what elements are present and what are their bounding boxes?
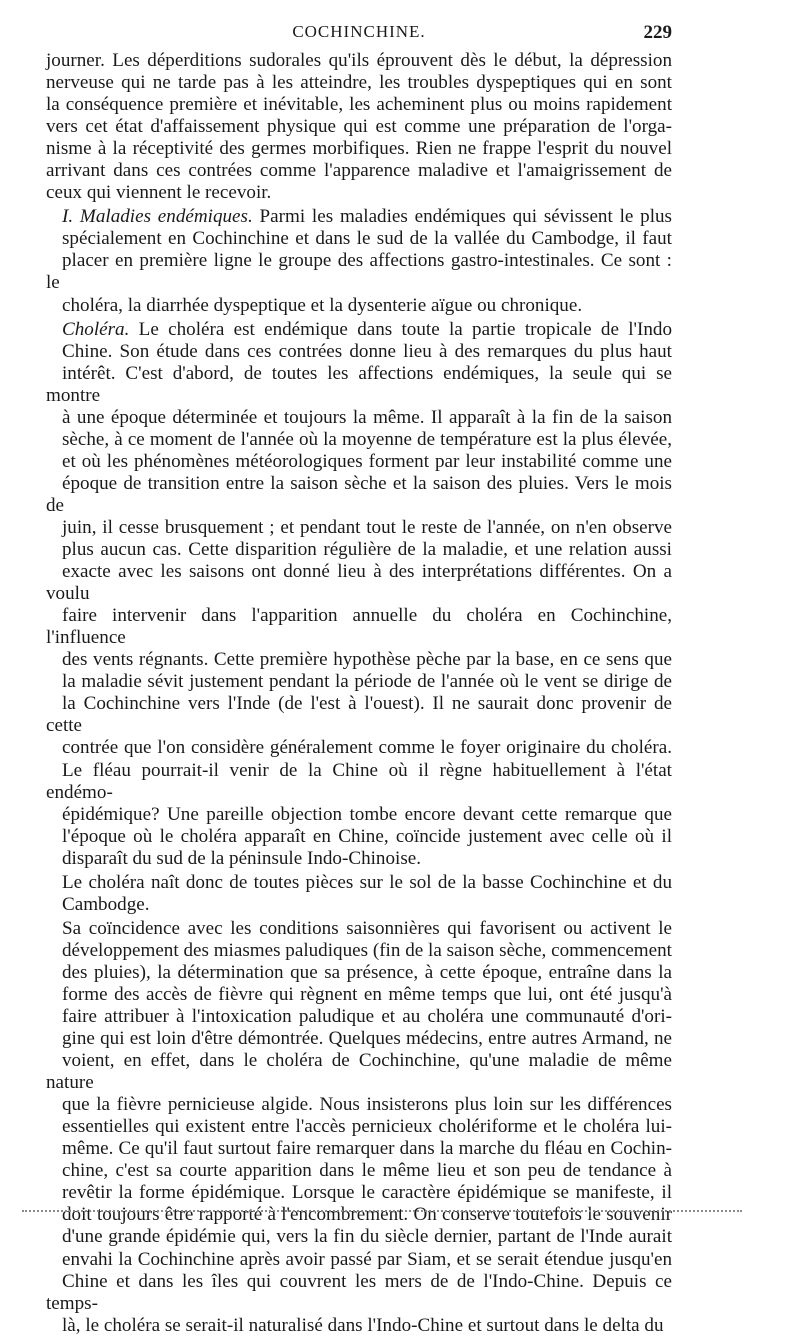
body-text xyxy=(46,50,672,1337)
text-line: gine qui est loin d'être démontrée. Quelques médecins, entre autres Armand, ne xyxy=(62,1028,672,1050)
text-line: disparaît du sud de la péninsule Indo-Chinoise. xyxy=(62,847,422,869)
running-header xyxy=(46,20,672,48)
text-line: revêtir la forme épidémique. Lorsque le caractère épidémique se manifeste, il xyxy=(62,1182,672,1204)
text-line: forme des accès de fièvre qui règnent en même temps que lui, ont été jusqu'à xyxy=(62,983,672,1005)
text-line: Sa coïncidence avec les conditions saisonnières qui favorisent ou activent le xyxy=(62,917,672,939)
text-line: voient, en effet, dans le choléra de Cochinchine, qu'une maladie de même nature xyxy=(46,1050,672,1094)
text-line: exacte avec les saisons ont donné lieu à des interprétations différentes. On a voulu xyxy=(46,561,672,605)
text-line: époque de transition entre la saison sèche et la saison des pluies. Vers le mois de xyxy=(46,472,672,516)
text-line: des vents régnants. Cette première hypothèse pèche par la base, en ce sens que xyxy=(62,649,672,671)
text-line: Le fléau pourrait-il venir de la Chine où il règne habituellement à l'état endémo- xyxy=(46,759,672,803)
text-line: Chine et dans les îles qui couvrent les mers de de l'Indo-Chine. Depuis ce temps- xyxy=(46,1270,672,1314)
text-line: vers cet état d'affaissement physique qui est comme une préparation de l'orga- xyxy=(46,116,672,138)
paragraph xyxy=(46,918,672,1337)
text-line: épidémique? Une pareille objection tombe encore devant cette remarque que xyxy=(62,803,672,825)
text-line: faire attribuer à l'intoxication paludique et au choléra une communauté d'ori- xyxy=(62,1006,672,1028)
text-line: journer. Les déperditions sudorales qu'ils éprouvent dès le début, la dépression xyxy=(46,50,672,71)
text-line: doit toujours être rapporté à l'encombrement. On conserve toutefois le souvenir xyxy=(62,1204,672,1226)
text-line: chine, c'est sa courte apparition dans le même lieu et son peu de tendance à xyxy=(62,1160,672,1182)
text-line: choléra, la diarrhée dyspeptique et la dysenterie aïgue ou chronique. xyxy=(62,294,583,316)
text-line: plus aucun cas. Cette disparition régulière de la maladie, et une relation aussi xyxy=(62,539,672,561)
text-line: Chine. Son étude dans ces contrées donne lieu à des remarques du plus haut xyxy=(62,340,672,362)
text-line: intérêt. C'est d'abord, de toutes les affections endémiques, la seule qui se montre xyxy=(46,362,672,406)
text-line: placer en première ligne le groupe des affections gastro-intestinales. Ce sont : le xyxy=(46,250,672,294)
text-line-content: Parmi les maladies endémiques qui sévissent le plus xyxy=(252,206,672,228)
paragraph xyxy=(46,50,672,204)
footer-dotted-rule xyxy=(22,1210,742,1212)
text-line: même. Ce qu'il faut surtout faire remarquer dans la marche du fléau en Cochin- xyxy=(62,1138,672,1160)
text-line: d'une grande épidémie qui, vers la fin du siècle dernier, partant de l'Inde aurait xyxy=(62,1226,672,1248)
text-line: Le choléra naît donc de toutes pièces sur le sol de la basse Cochinchine et du xyxy=(62,871,672,893)
section-lead: I. Maladies endémiques. xyxy=(62,206,253,228)
text-line: essentielles qui existent entre l'accès pernicieux cholériforme et le choléra lui- xyxy=(62,1116,672,1138)
page-number: 229 xyxy=(643,22,672,43)
text-line: des pluies), la détermination que sa présence, à cette époque, entraîne dans la xyxy=(62,961,672,983)
paragraph xyxy=(46,319,672,870)
text-line: la Cochinchine vers l'Inde (de l'est à l'ouest). Il ne saurait donc provenir de cette xyxy=(46,693,672,737)
text-line: à une époque déterminée et toujours la même. Il apparaît à la fin de la saison xyxy=(62,406,672,428)
text-line: la conséquence première et inévitable, les acheminent plus ou moins rapidement xyxy=(46,94,672,116)
text-line: arrivant dans ces contrées comme l'apparence maladive et l'amaigrissement de xyxy=(46,160,672,182)
text-line: juin, il cesse brusquement ; et pendant tout le reste de l'année, on n'en observe xyxy=(62,516,672,538)
text-line: ceux qui viennent le recevoir. xyxy=(46,182,272,204)
text-line: l'époque où le choléra apparaît en Chine, coïncide justement avec celle où il xyxy=(62,825,672,847)
text-line: faire intervenir dans l'apparition annuelle du choléra en Cochinchine, l'influence xyxy=(46,605,672,649)
paragraph xyxy=(46,206,672,316)
text-line: envahi la Cochinchine après avoir passé par Siam, et se serait étendue jusqu'en xyxy=(62,1248,672,1270)
text-line: et où les phénomènes météorologiques forment par leur instabilité comme une xyxy=(62,450,672,472)
section-lead: Choléra. xyxy=(62,318,130,340)
text-line: nisme à la réceptivité des germes morbifiques. Rien ne frappe l'esprit du nouvel xyxy=(46,138,672,160)
text-line: développement des miasmes paludiques (fin de la saison sèche, commencement xyxy=(62,939,672,961)
running-title: COCHINCHINE. xyxy=(292,22,426,41)
text-line: sèche, à ce moment de l'année où la moyenne de température est la plus élevée, xyxy=(62,428,672,450)
text-line: la maladie sévit justement pendant la période de l'année où le vent se dirige de xyxy=(62,671,672,693)
text-line: que la fièvre pernicieuse algide. Nous insisterons plus loin sur les différences xyxy=(62,1094,672,1116)
text-line: nerveuse qui ne tarde pas à les atteindre, les troubles dyspeptiques qui en sont xyxy=(46,72,672,94)
text-line: spécialement en Cochinchine et dans le sud de la vallée du Cambodge, il faut xyxy=(62,228,672,250)
text-line-content: Le choléra est endémique dans toute la partie tropicale de l'Indo xyxy=(129,318,672,340)
text-line: contrée que l'on considère généralement comme le foyer originaire du choléra. xyxy=(62,737,672,759)
text-line xyxy=(46,206,672,228)
text-line: Cambodge. xyxy=(62,893,150,915)
text-line: là, le choléra se serait-il naturalisé dans l'Indo-Chine et surtout dans le delta du xyxy=(62,1314,664,1336)
text-line xyxy=(46,319,672,341)
paragraph xyxy=(46,872,672,916)
